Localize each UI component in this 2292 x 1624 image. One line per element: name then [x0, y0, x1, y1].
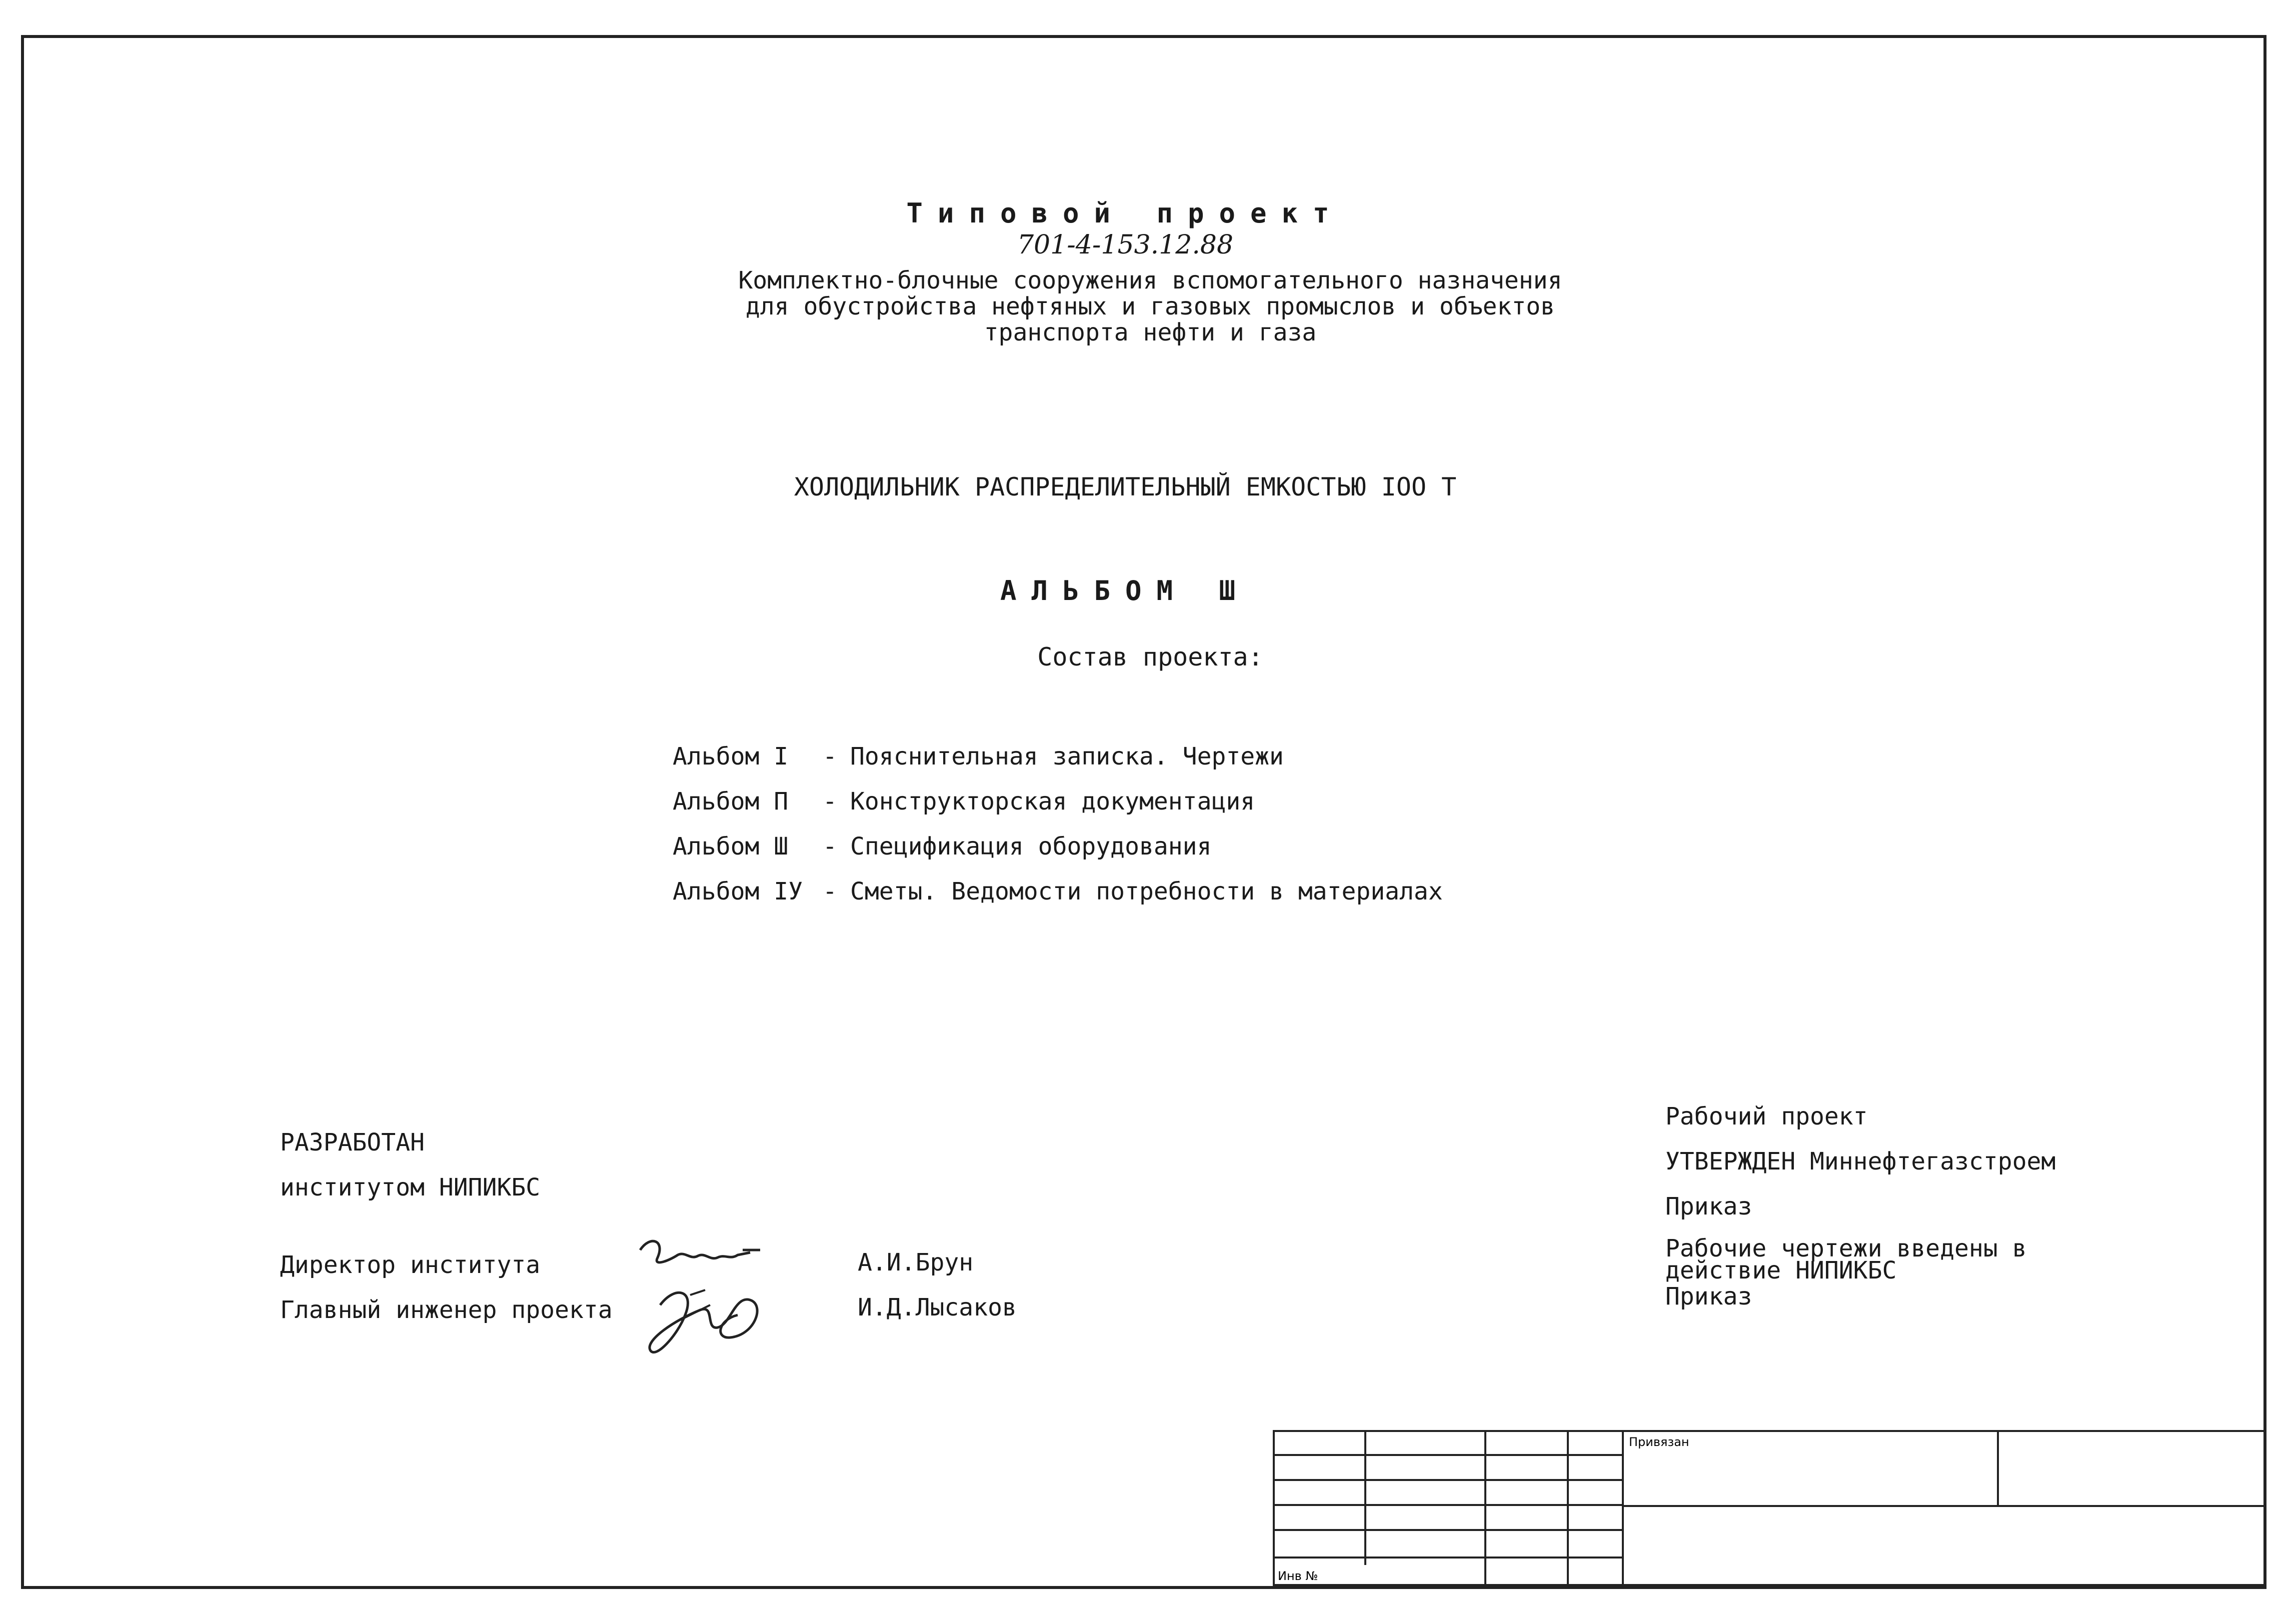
approval-line-1: Рабочий проект	[1665, 1102, 1868, 1130]
album-dash: -	[823, 788, 837, 816]
list-item	[673, 788, 1443, 832]
album-desc: Пояснительная записка. Чертежи	[850, 742, 1284, 770]
approval-line-4	[1665, 1234, 2055, 1284]
album-desc: Спецификация оборудования	[850, 832, 1212, 860]
album-list	[673, 742, 1443, 922]
album-name: Альбом П	[673, 788, 789, 816]
document-type-title: Типовой проект	[906, 198, 1344, 229]
description-line-3: транспорта нефти и газа	[984, 318, 1317, 346]
description-line-2: для обустройства нефтяных и газовых промыслов и объектов	[745, 292, 1555, 320]
list-item	[673, 878, 1443, 922]
developer-label: РАЗРАБОТАН	[280, 1128, 425, 1156]
album-name: Альбом IУ	[673, 878, 803, 906]
list-item	[673, 742, 1443, 788]
handwritten-signature	[630, 1230, 780, 1365]
composition-label: Состав проекта:	[1037, 642, 1263, 672]
list-item	[673, 832, 1443, 878]
stamp-inventory-label: Инв №	[1278, 1569, 1318, 1583]
album-name: Альбом I	[673, 742, 789, 770]
approval-line-3: Приказ	[1665, 1192, 1752, 1220]
approval-block	[1665, 1102, 2055, 1328]
album-title: АЛЬБОМ Ш	[1000, 575, 1251, 606]
developer-institute: институтом НИПИКБС	[280, 1174, 541, 1202]
director-name: А.И.Брун	[858, 1248, 974, 1276]
frame-bottom-line	[21, 1586, 2266, 1589]
signatory-names	[858, 1240, 1017, 1330]
project-code: 701-4-153.12.88	[1017, 230, 1234, 260]
approval-line-2: УТВЕРЖДЕН Миннефтегазстроем	[1665, 1148, 2056, 1176]
album-dash: -	[823, 878, 837, 906]
signatory-roles	[280, 1242, 613, 1332]
object-title: ХОЛОДИЛЬНИК РАСПРЕДЕЛИТЕЛЬНЫЙ ЕМКОСТЬЮ IOO Т	[794, 472, 1457, 502]
approval-line-4a: Рабочие чертежи введены в	[1665, 1234, 2027, 1262]
album-dash: -	[823, 742, 837, 770]
album-name: Альбом Ш	[673, 832, 789, 860]
chief-engineer-role: Главный инженер проекта	[280, 1296, 613, 1324]
album-desc: Сметы. Ведомости потребности в материалах	[850, 878, 1443, 906]
approval-line-5: Приказ	[1665, 1282, 1752, 1310]
album-desc: Конструкторская документация	[850, 788, 1255, 816]
stamp-tie-label: Привязан	[1629, 1435, 1689, 1449]
title-stamp-grid	[1273, 1430, 2266, 1586]
album-dash: -	[823, 832, 837, 860]
chief-engineer-name: И.Д.Лысаков	[858, 1294, 1017, 1322]
director-role: Директор института	[280, 1251, 541, 1279]
description-line-1: Комплектно-блочные сооружения вспомогательного назначения	[738, 266, 1562, 294]
approval-line-4b: действие НИПИКБС	[1665, 1256, 1897, 1284]
developer-block	[280, 1120, 540, 1210]
project-description	[625, 268, 1675, 346]
